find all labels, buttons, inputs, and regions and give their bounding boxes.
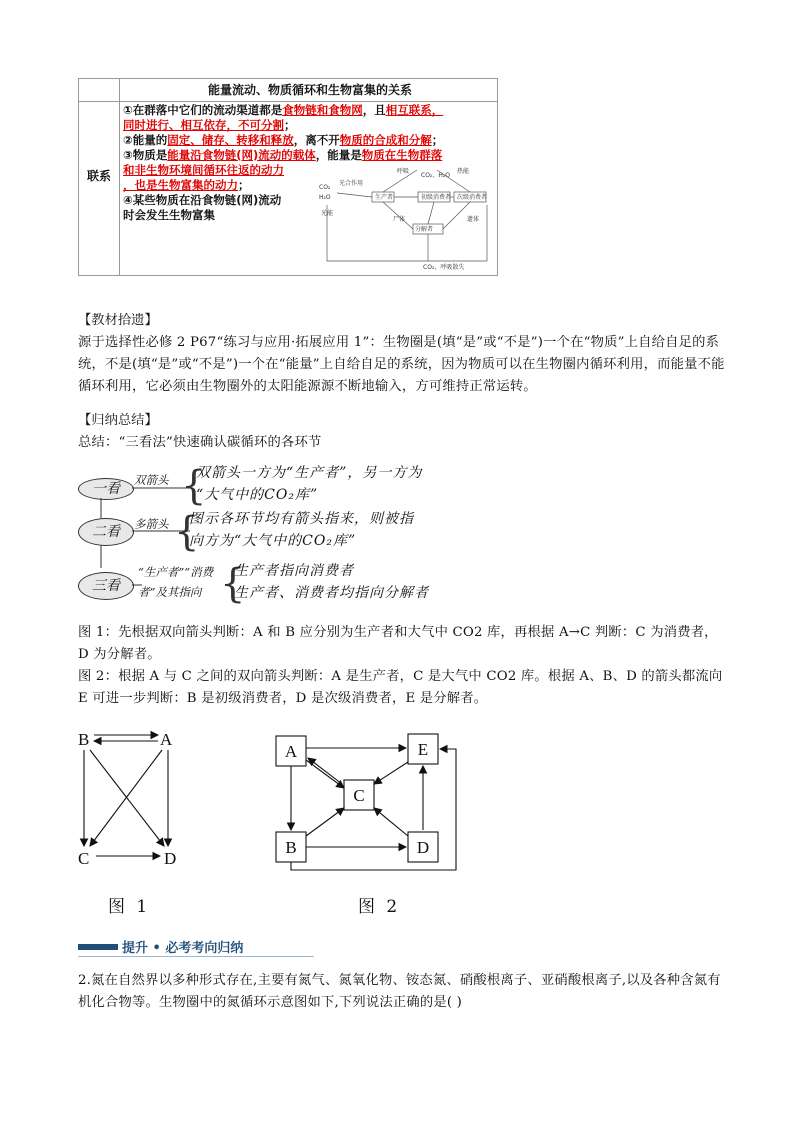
highlight-text: 食物链和食物网: [282, 103, 363, 117]
body-text: ，且: [362, 103, 386, 117]
body-text: ②能量的: [123, 133, 168, 147]
section-banner: [78, 936, 314, 958]
fig2-explanation: 图 2：根据 A 与 C 之间的双向箭头判断：A 是生产者，C 是大气中 CO2 库。根据 A、B、D 的箭头都流向 E 可进一步判断：B 是初级消费者，D 是次级消费者，E 是分解者。: [78, 669, 723, 706]
three-look-diagram: [78, 458, 478, 610]
table-row-label: 联系: [86, 169, 111, 183]
body-text: ④某些物质在沿食物链(网)流动: [123, 193, 282, 207]
mini-label-respiration: 呼吸: [397, 168, 410, 175]
table-line: [123, 148, 495, 163]
fig1-node-a: A: [160, 730, 173, 749]
table-line: [123, 178, 313, 193]
look-3-line-2: 生产者、消费者均指向分解者: [234, 585, 429, 601]
mini-label-h2o: H₂O: [319, 194, 331, 201]
figure-2-caption: 图 2: [358, 897, 401, 917]
look-3-brace: {: [220, 561, 246, 607]
look-1-condition: 双箭头: [134, 473, 169, 487]
body-text: ，能量是: [315, 148, 362, 162]
highlight-text: 物质的合成和分解: [339, 133, 432, 147]
body-text: ；: [284, 118, 296, 132]
fig1-node-c: C: [78, 849, 90, 868]
look-2-line-2: 向方为“大气中的CO₂库”: [189, 533, 357, 549]
table-line: [123, 193, 313, 208]
question-text: 2.氮在自然界以多种形式存在,主要有氮气、氮氧化物、铵态氮、硝酸根离子、亚硝酸根离子,以及各种含氮有机化合物等。生物圈中的氮循环示意图如下,下列说法正确的是( ): [78, 973, 721, 1010]
mini-label-light: 光能: [321, 210, 334, 217]
mini-label-heat: 热能: [457, 168, 470, 175]
section-heading-textbook: 【教材拾遗】: [78, 313, 158, 328]
table-line: [123, 103, 495, 118]
look-3-line-1: 生产者指向消费者: [234, 563, 354, 579]
fig2-node-e: E: [417, 740, 429, 759]
body-text: ；: [238, 178, 250, 192]
fig2-node-c: C: [353, 786, 365, 805]
fig2-arrow-c-a: [308, 758, 342, 784]
mini-label-photosynthesis: 光合作用: [339, 180, 364, 187]
look-3-condition-1: “生产者”“消费: [138, 565, 214, 579]
table-line: [123, 163, 313, 178]
body-text: ；: [431, 133, 444, 147]
highlight-text: 物质在生物群落: [361, 148, 443, 162]
table-row-divider: [79, 101, 119, 102]
banner-underline: [78, 956, 314, 957]
mini-label-corpse: 尸体: [393, 216, 406, 223]
body-text: ，离不开: [293, 133, 340, 147]
highlight-text: 能量沿食物链(网)流动的载体: [167, 148, 316, 162]
highlight-text: 相互联系，: [385, 103, 444, 117]
body-text: 时会发生生物富集: [123, 208, 215, 222]
look-3-condition-2: 者”及其指向: [138, 585, 202, 599]
section-text-textbook: 源于选择性必修 2 P67“练习与应用·拓展应用 1”：生物圈是(填“是”或“不是”)一个在“物质”上自给自足的系统，不是(填“是”或“不是”)一个在“能量”上自给自足的系统，因为物质可以在生物圈内循环利用，而能量不能循环利用，它必须由生物圈外的太阳能源源不断地输入，方可维持正常运转。: [78, 335, 725, 394]
look-2-brace: {: [174, 509, 200, 555]
highlight-text: 和非生物环境间循环往返的动力: [123, 163, 284, 177]
highlight-text: 同时进行、相互依存，不可分割: [123, 118, 284, 132]
figure-1-caption: 图 1: [108, 897, 151, 917]
table-line: [123, 118, 495, 133]
mini-cycle-diagram: [317, 165, 497, 275]
look-1-line-1: 双箭头一方为“生产者”，另一方为: [196, 465, 423, 481]
table-line: [123, 133, 495, 148]
look-2-condition: 多箭头: [134, 517, 169, 531]
fig2-node-a: A: [284, 742, 298, 761]
fig1-node-d: D: [164, 849, 177, 868]
section-heading-summary: 【归纳总结】: [78, 413, 158, 428]
mini-label-producer: 生产者: [375, 194, 394, 201]
highlight-text: ，也是生物富集的动力: [123, 178, 238, 192]
fig2-arrow-a-c: [306, 760, 344, 788]
look-1-brace: {: [181, 463, 207, 509]
mini-label-co2h2o: CO₂、H₂O: [421, 172, 450, 179]
table-column-divider: [119, 79, 120, 275]
look-2-ellipse: 二看: [78, 518, 134, 546]
fig1-explanation: 图 1：先根据双向箭头判断：A 和 B 应分别为生产者和大气中 CO2 库，再根据 A→C 判断：C 为消费者，D 为分解者。: [78, 625, 718, 662]
fig2-arrow-d-c: [374, 808, 408, 836]
mini-label-loss: CO₂、呼吸散失: [423, 264, 465, 271]
mini-label-secondary: 次级消费者: [457, 194, 488, 201]
mini-label-decomposer: 分解者: [415, 226, 434, 233]
mini-label-primary: 初级消费者: [421, 194, 452, 201]
fig2-node-b: B: [285, 838, 297, 857]
table-header: [79, 79, 497, 102]
body-text: ③物质是: [123, 148, 168, 162]
look-2-line-1: 图示各环节均有箭头指来，则被指: [189, 511, 414, 527]
table-title: 能量流动、物质循环和生物富集的关系: [207, 83, 412, 97]
fig1-node-b: B: [78, 730, 90, 749]
look-3-ellipse: 三看: [78, 572, 134, 600]
banner-bar: [78, 944, 118, 950]
figure-2: [268, 726, 464, 872]
fig2-node-d: D: [416, 838, 430, 857]
table-line: [123, 208, 313, 223]
fig2-arrow-b-c: [306, 808, 344, 836]
mini-label-remains: 遗体: [467, 216, 480, 223]
banner-text: 提升 • 必考考向归纳: [122, 941, 244, 956]
look-1-ellipse: 一看: [78, 478, 134, 500]
fig2-arrow-e-c: [374, 762, 408, 784]
summary-title: 总结：“三看法”快速确认碳循环的各环节: [78, 435, 322, 450]
body-text: ①在群落中它们的流动渠道都是: [123, 103, 283, 117]
figure-1: [74, 726, 194, 868]
look-1-line-2: “大气中的CO₂库”: [196, 487, 319, 503]
mini-label-co2: CO₂: [319, 184, 331, 191]
highlight-text: 固定、储存、转移和释放: [167, 133, 294, 147]
summary-table: [78, 78, 498, 276]
